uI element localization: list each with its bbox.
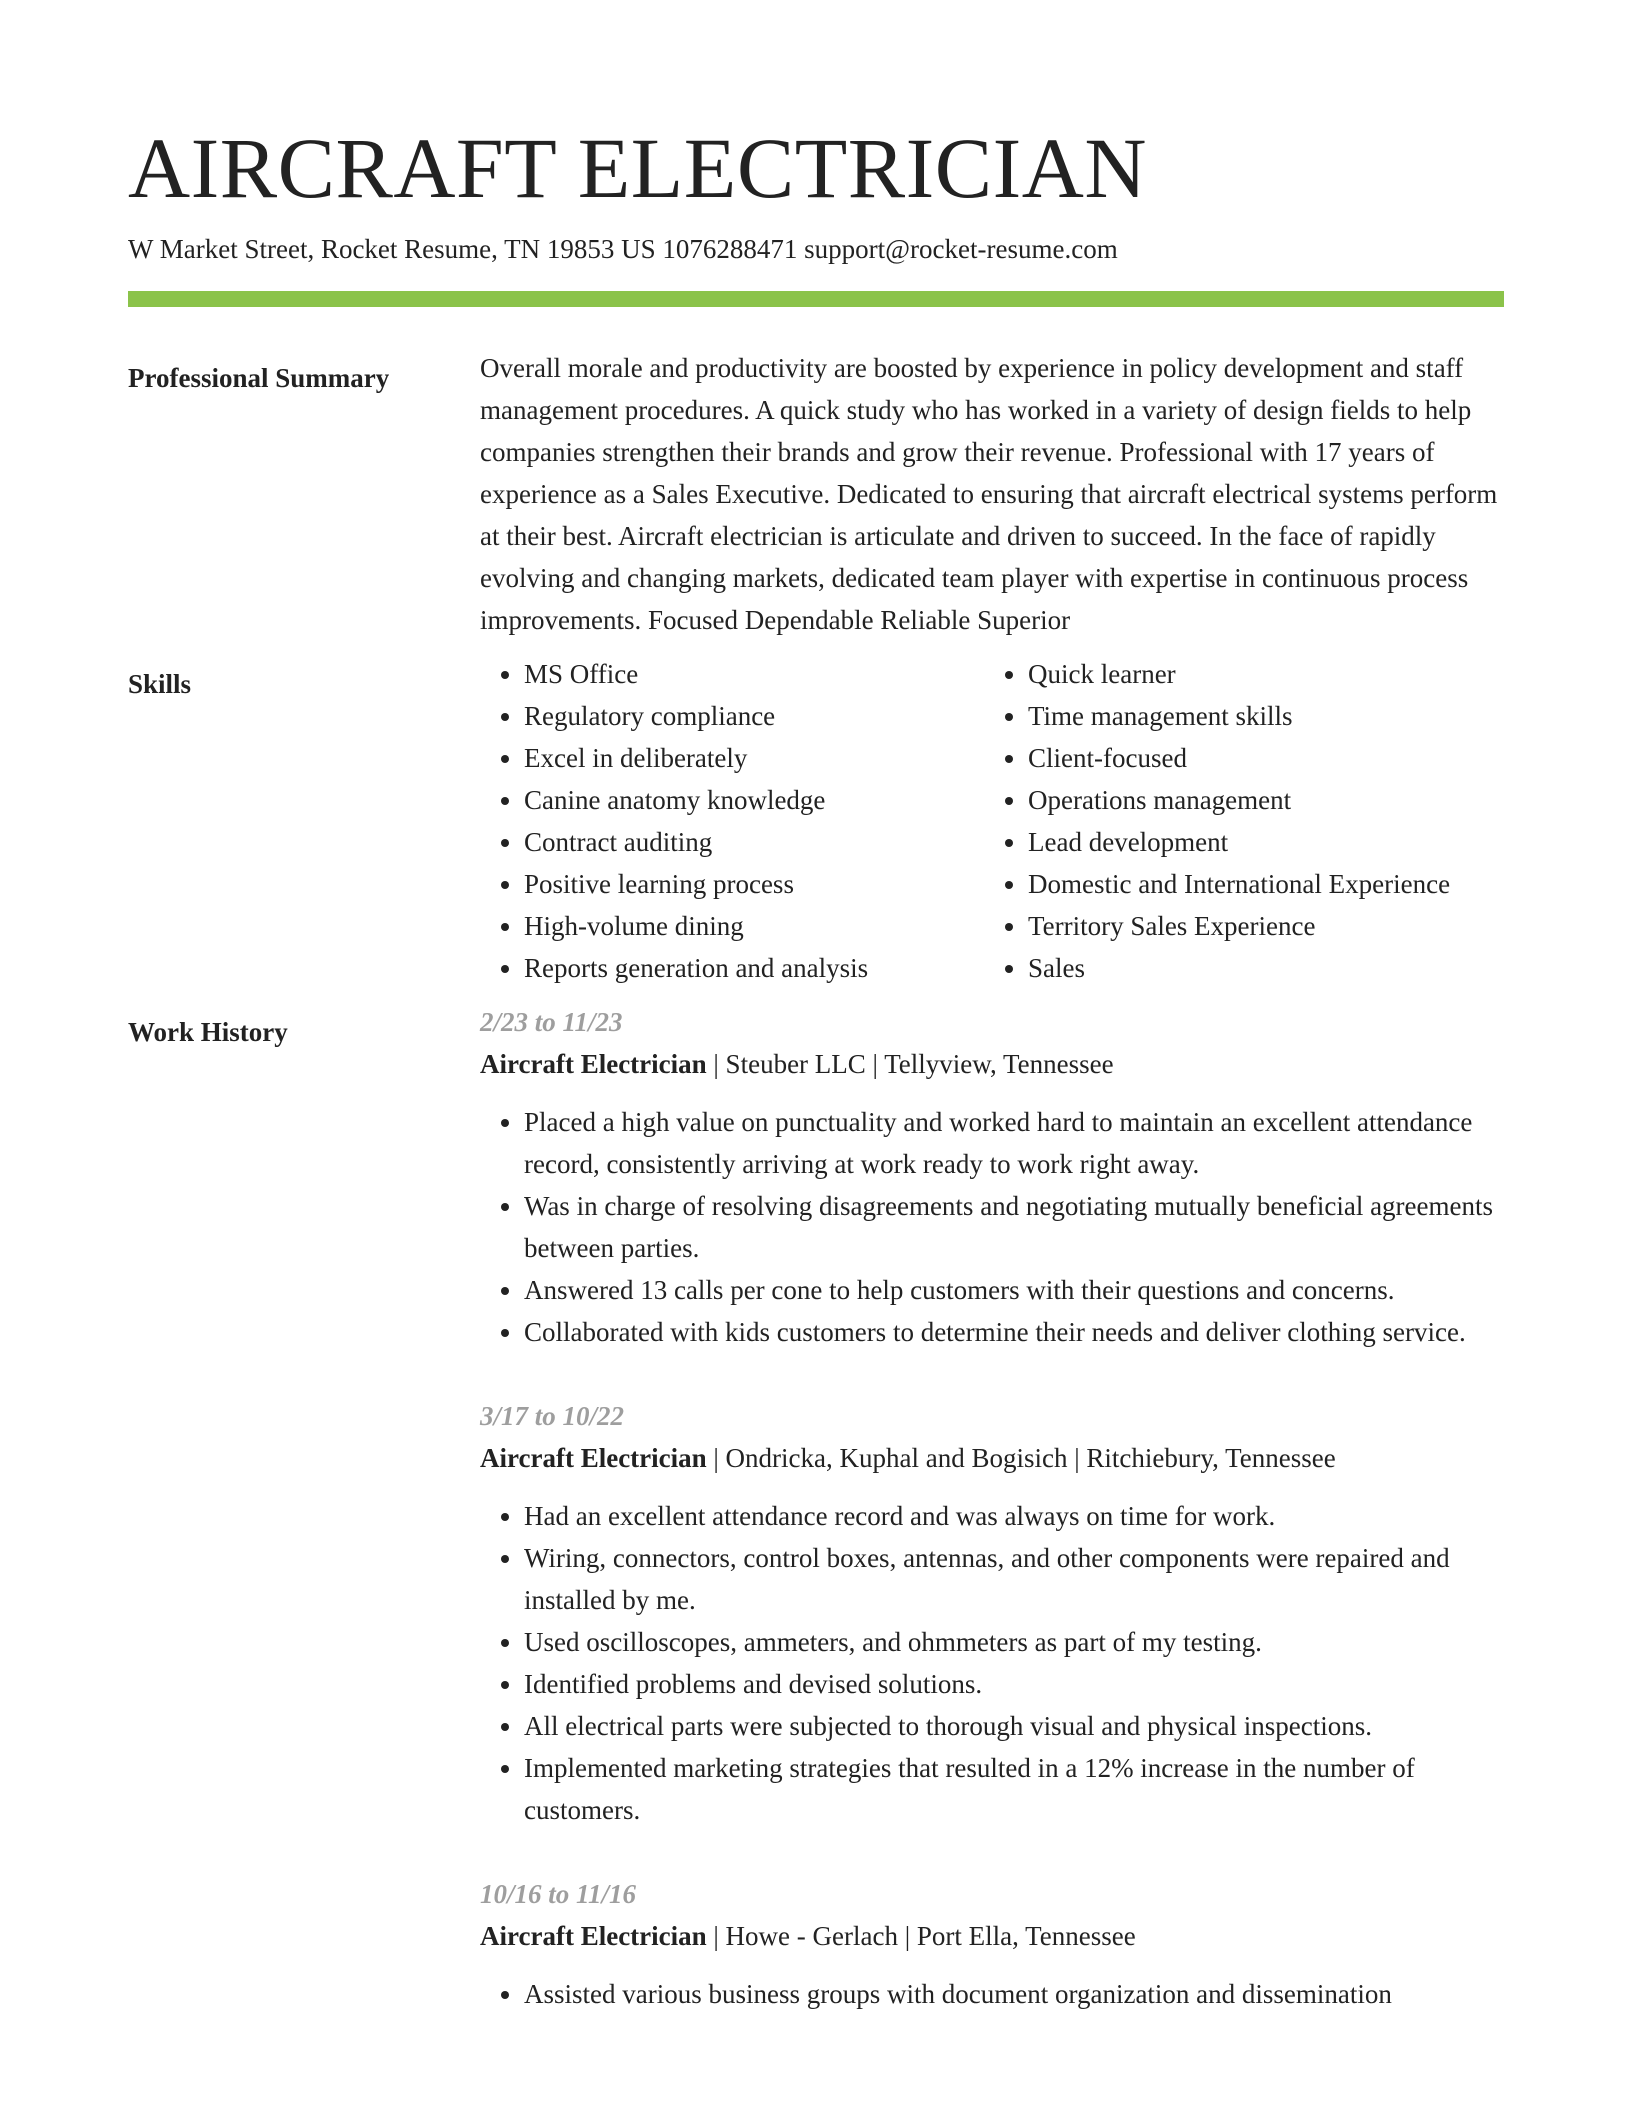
accent-divider bbox=[128, 291, 1504, 307]
job-bullet: • Had an excellent attendance record and was always on time for work. bbox=[524, 1495, 1504, 1537]
section-label-work-history: Work History bbox=[128, 1017, 288, 1047]
job-bullet: • All electrical parts were subjected to thorough visual and physical inspections. bbox=[524, 1705, 1504, 1747]
skill-item: • MS Office bbox=[524, 653, 984, 695]
job-entry bbox=[480, 1873, 1504, 2015]
job-bullets bbox=[480, 1973, 1504, 2015]
job-title: Aircraft Electrician bbox=[480, 1049, 707, 1079]
skills-section bbox=[128, 659, 1504, 989]
job-bullet: • Placed a high value on punctuality and worked hard to maintain an excellent attendance record, consistently arriving at work ready to work right away. bbox=[524, 1101, 1504, 1185]
skill-item: • Excel in deliberately bbox=[524, 737, 984, 779]
work-history-body bbox=[480, 1007, 1504, 2057]
job-bullet: • Implemented marketing strategies that resulted in a 12% increase in the number of customers. bbox=[524, 1747, 1504, 1831]
job-bullet: • Collaborated with kids customers to determine their needs and deliver clothing service. bbox=[524, 1311, 1504, 1353]
job-bullets bbox=[480, 1101, 1504, 1353]
job-title: Aircraft Electrician bbox=[480, 1443, 707, 1473]
skills-list-left bbox=[480, 653, 984, 989]
skills-list-right bbox=[984, 653, 1450, 989]
job-employer-location: | Howe - Gerlach | Port Ella, Tennessee bbox=[706, 1921, 1136, 1951]
professional-summary-section bbox=[128, 353, 1504, 641]
resume-page bbox=[128, 0, 1504, 2112]
summary-body bbox=[480, 353, 1504, 641]
work-history-section bbox=[128, 1007, 1504, 2057]
job-heading bbox=[480, 1915, 1504, 1957]
job-bullet: • Identified problems and devised solutions. bbox=[524, 1663, 1504, 1705]
job-bullet: • Answered 13 calls per cone to help customers with their questions and concerns. bbox=[524, 1269, 1504, 1311]
job-bullet: • Assisted various business groups with document organization and dissemination bbox=[524, 1973, 1504, 2015]
job-bullets bbox=[480, 1495, 1504, 1831]
skill-item: • Lead development bbox=[1028, 821, 1450, 863]
skill-item: • Quick learner bbox=[1028, 653, 1450, 695]
skill-item: • High-volume dining bbox=[524, 905, 984, 947]
contact-line: W Market Street, Rocket Resume, TN 19853 US 1076288471 support@rocket-resume.com bbox=[128, 234, 1118, 264]
job-entry bbox=[480, 1001, 1504, 1353]
skill-item: • Operations management bbox=[1028, 779, 1450, 821]
skill-item: • Reports generation and analysis bbox=[524, 947, 984, 989]
job-bullet: • Wiring, connectors, control boxes, antennas, and other components were repaired and installed by me. bbox=[524, 1537, 1504, 1621]
job-bullet: • Used oscilloscopes, ammeters, and ohmmeters as part of my testing. bbox=[524, 1621, 1504, 1663]
job-entry bbox=[480, 1395, 1504, 1831]
skill-item: • Positive learning process bbox=[524, 863, 984, 905]
job-dates: 10/16 to 11/16 bbox=[480, 1879, 637, 1909]
skill-item: • Time management skills bbox=[1028, 695, 1450, 737]
job-bullet: • Was in charge of resolving disagreements and negotiating mutually beneficial agreements between parties. bbox=[524, 1185, 1504, 1269]
job-employer-location: | Steuber LLC | Tellyview, Tennessee bbox=[706, 1049, 1114, 1079]
skills-columns bbox=[480, 653, 1504, 989]
section-label-skills: Skills bbox=[128, 669, 192, 699]
job-title: Aircraft Electrician bbox=[480, 1921, 707, 1951]
job-heading bbox=[480, 1043, 1504, 1085]
skill-item: • Regulatory compliance bbox=[524, 695, 984, 737]
section-label-summary: Professional Summary bbox=[128, 363, 390, 393]
skills-body bbox=[480, 659, 1504, 989]
job-dates: 2/23 to 11/23 bbox=[480, 1007, 623, 1037]
skill-item: • Sales bbox=[1028, 947, 1450, 989]
skill-item: • Canine anatomy knowledge bbox=[524, 779, 984, 821]
skill-item: • Client-focused bbox=[1028, 737, 1450, 779]
skill-item: • Domestic and International Experience bbox=[1028, 863, 1450, 905]
resume-name: AIRCRAFT ELECTRICIAN bbox=[128, 120, 1147, 216]
job-dates: 3/17 to 10/22 bbox=[480, 1401, 625, 1431]
skill-item: • Contract auditing bbox=[524, 821, 984, 863]
skill-item: • Territory Sales Experience bbox=[1028, 905, 1450, 947]
job-employer-location: | Ondricka, Kuphal and Bogisich | Ritchiebury, Tennessee bbox=[706, 1443, 1336, 1473]
job-heading bbox=[480, 1437, 1504, 1479]
summary-text: Overall morale and productivity are boosted by experience in policy development and staff management procedures. A quick study who has worked in a variety of design fields to help companies strengthen their brands and grow their revenue. Professional with 17 years of experience as a Sales Executive. Dedicated to ensuring that aircraft electrical systems perform at their best. Aircraft electrician is articulate and driven to succeed. In the face of rapidly evolving and changing markets, dedicated team player with expertise in continuous process improvements. Focused Dependable Reliable Superior bbox=[480, 353, 1498, 635]
